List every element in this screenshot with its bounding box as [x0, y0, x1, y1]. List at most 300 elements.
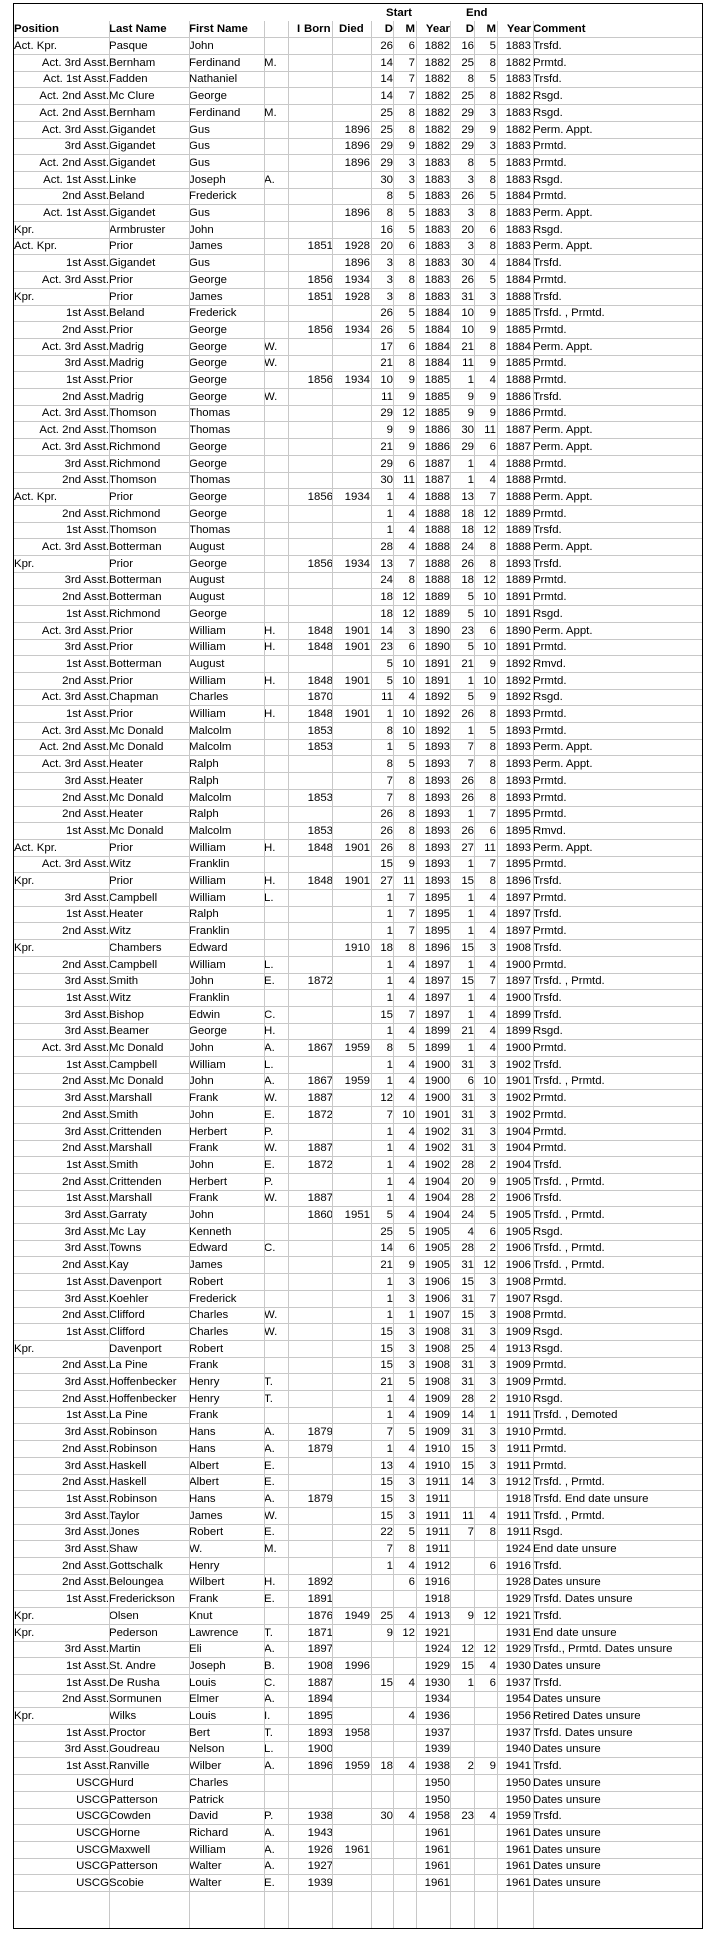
- initial-cell: M.: [264, 56, 277, 69]
- comment-cell: Perm. Appt.: [533, 624, 593, 637]
- end-month-cell: 3: [489, 140, 496, 153]
- start-day-cell: 11: [381, 390, 393, 403]
- end-day-cell: 31: [461, 1092, 474, 1105]
- end-year-cell: 1893: [505, 557, 531, 570]
- start-day-cell: 15: [380, 1359, 393, 1372]
- last-name-cell: De Rusha: [109, 1676, 160, 1689]
- initial-cell: P.: [264, 1175, 274, 1188]
- last-name-cell: Patterson: [109, 1860, 158, 1873]
- first-name-cell: Gus: [189, 207, 210, 219]
- first-name-cell: Frank: [189, 1593, 219, 1606]
- last-name-cell: Richmond: [109, 457, 161, 470]
- initial-cell: W.: [264, 1325, 278, 1338]
- last-name-cell: Richmond: [109, 440, 161, 453]
- start-month-cell: 6: [408, 457, 415, 470]
- born-cell: [288, 522, 333, 539]
- start-year-cell: 1921: [424, 1626, 450, 1639]
- first-name-cell: Herbert: [189, 1175, 227, 1188]
- start-month-cell: 8: [408, 774, 415, 787]
- position-cell: 2nd Asst.: [62, 323, 109, 336]
- last-name-cell: Hurd: [109, 1776, 134, 1789]
- start-month-cell: 8: [408, 574, 415, 587]
- died-cell: [332, 890, 370, 907]
- last-name-cell: Mc Donald: [109, 741, 164, 754]
- born-cell: 1853: [307, 741, 333, 754]
- end-year-cell: 1895: [505, 824, 531, 837]
- died-cell: [332, 1541, 370, 1558]
- died-cell: [332, 756, 370, 773]
- position-cell: Act. Kpr.: [14, 490, 58, 503]
- table-row: [14, 138, 702, 155]
- start-day-cell: 1: [386, 925, 393, 938]
- died-cell: 1934: [344, 273, 370, 286]
- born-cell: 1900: [307, 1743, 333, 1756]
- end-day-cell: 26: [461, 791, 474, 804]
- initial-cell: M.: [264, 1543, 277, 1555]
- table-row: [14, 1090, 702, 1107]
- died-cell: 1896: [344, 140, 370, 153]
- comment-cell: Prmtd.: [533, 1426, 567, 1439]
- last-name-cell: St. Andre: [109, 1659, 156, 1672]
- start-day-cell: [371, 1792, 393, 1809]
- grid-line: [264, 21, 265, 1928]
- initial-cell: A.: [264, 1860, 275, 1873]
- start-month-cell: 5: [408, 741, 415, 754]
- position-cell: 1st Asst.: [65, 991, 109, 1004]
- start-year-cell: 1905: [424, 1242, 450, 1255]
- last-name-cell: Prior: [109, 841, 134, 854]
- last-name-cell: Smith: [109, 1108, 139, 1121]
- start-month-cell: 3: [408, 1476, 415, 1489]
- end-year-cell: 1911: [506, 1526, 531, 1539]
- start-year-cell: 1893: [424, 758, 450, 771]
- table-row: [14, 1374, 702, 1391]
- table-row: [14, 1073, 702, 1090]
- end-year-cell: 1909: [505, 1325, 531, 1338]
- table-row: [14, 706, 702, 723]
- position-cell: 1st Asst.: [65, 657, 109, 670]
- start-month-cell: 4: [408, 490, 415, 503]
- table-row: [14, 906, 702, 923]
- end-month-cell: 9: [489, 307, 496, 320]
- first-name-cell: William: [189, 875, 226, 887]
- end-month-cell: 3: [489, 941, 496, 954]
- start-year-cell: 1891: [424, 674, 450, 687]
- position-cell: 1st Asst.: [65, 1659, 109, 1672]
- end-day-cell: 2: [467, 1760, 474, 1773]
- last-name-cell: Prior: [109, 708, 134, 720]
- start-year-cell: 1888: [424, 490, 450, 503]
- end-month-cell: 5: [489, 724, 496, 737]
- grid-line: [288, 21, 289, 1928]
- comment-cell: End date unsure: [533, 1543, 617, 1555]
- died-cell: [332, 1591, 370, 1608]
- start-day-cell: 8: [386, 207, 393, 219]
- start-year-cell: 1882: [424, 73, 450, 86]
- last-name-cell: Jones: [109, 1526, 140, 1539]
- comment-cell: Prmtd.: [533, 1459, 567, 1472]
- position-cell: Kpr.: [14, 941, 35, 954]
- table-row: [14, 355, 702, 372]
- born-cell: 1887: [307, 1142, 333, 1155]
- start-day-cell: 15: [380, 1676, 393, 1689]
- end-year-cell: 1913: [505, 1342, 531, 1355]
- last-name-cell: La Pine: [109, 1359, 148, 1372]
- born-cell: [288, 906, 333, 923]
- last-name-cell: Davenport: [109, 1342, 162, 1355]
- first-name-cell: August: [189, 541, 225, 553]
- end-month-cell: 10: [483, 674, 496, 687]
- start-day-cell: 1: [386, 1058, 393, 1071]
- first-name-cell: Knut: [189, 1609, 213, 1622]
- position-cell: 1st Asst.: [65, 374, 109, 386]
- end-month-cell: 12: [483, 1643, 496, 1656]
- start-day-cell: 1: [386, 1442, 393, 1455]
- start-day-cell: 26: [380, 307, 393, 320]
- table-row: [14, 1775, 702, 1792]
- start-day-cell: 1: [386, 507, 393, 520]
- last-name-cell: Cowden: [109, 1810, 151, 1823]
- start-year-cell: 1905: [424, 1225, 450, 1238]
- position-cell: 2nd Asst.: [62, 591, 109, 604]
- born-cell: [288, 1474, 333, 1491]
- last-name-cell: Mc Clure: [109, 90, 155, 103]
- end-day-cell: 29: [461, 106, 474, 119]
- initial-cell: A.: [264, 1843, 275, 1856]
- first-name-cell: George: [189, 357, 227, 370]
- start-year-cell: 1882: [424, 106, 450, 119]
- start-year-cell: 1897: [424, 975, 450, 988]
- position-cell: Kpr.: [14, 1609, 35, 1622]
- end-day-cell: 8: [467, 156, 474, 169]
- end-month-cell: [474, 1691, 496, 1708]
- comment-cell: Rsgd.: [533, 1526, 563, 1539]
- end-day-cell: 15: [461, 1459, 474, 1472]
- end-day-cell: [450, 1691, 474, 1708]
- first-name-cell: John: [189, 975, 214, 988]
- table-row: [14, 623, 702, 640]
- comment-cell: Trsfd.: [533, 1158, 562, 1171]
- born-cell: 1851: [307, 240, 333, 253]
- position-cell: 1st Asst.: [65, 1492, 109, 1505]
- died-cell: [332, 422, 370, 439]
- end-month-cell: 8: [489, 791, 496, 804]
- start-month-cell: 8: [408, 824, 415, 837]
- group-header-row: [14, 5, 702, 22]
- position-cell: 1st Asst.: [65, 708, 109, 720]
- end-day-cell: 1: [467, 991, 474, 1004]
- last-name-cell: Chambers: [109, 941, 162, 954]
- end-day-cell: [450, 1775, 474, 1792]
- first-name-cell: Thomas: [189, 407, 231, 420]
- born-cell: 1848: [307, 708, 333, 720]
- last-name-cell: Martin: [109, 1643, 141, 1656]
- end-day-cell: 30: [461, 424, 474, 437]
- start-day-cell: 18: [380, 607, 393, 620]
- born-cell: [288, 188, 333, 205]
- position-cell: Act. Kpr.: [14, 240, 58, 253]
- end-year-cell: 1893: [505, 841, 531, 854]
- position-cell: 1st Asst.: [65, 1726, 109, 1739]
- first-name-cell: Edwin: [189, 1008, 221, 1021]
- died-cell: 1901: [344, 875, 370, 887]
- comment-cell: Prmtd.: [533, 273, 567, 286]
- start-month-cell: 4: [408, 1609, 415, 1622]
- first-name-cell: Frank: [189, 1409, 219, 1422]
- born-cell: [288, 355, 333, 372]
- last-name-cell: Wilks: [109, 1710, 137, 1722]
- start-month-cell: 4: [408, 1058, 415, 1071]
- born-cell: 1871: [307, 1626, 333, 1639]
- start-year-cell: 1882: [424, 56, 450, 69]
- end-year-cell: 1888: [505, 541, 531, 553]
- start-month-cell: 8: [408, 357, 415, 370]
- comment-cell: Trsfd. , Prmtd.: [533, 1509, 605, 1522]
- end-month-cell: 8: [489, 708, 496, 720]
- first-name-cell: William: [189, 708, 226, 720]
- end-month-cell: 10: [483, 607, 496, 620]
- start-month-cell: 3: [408, 1509, 415, 1522]
- died-cell: [332, 506, 370, 523]
- born-cell: 1853: [307, 724, 333, 737]
- initial-cell: C.: [264, 1242, 276, 1255]
- born-cell: [288, 1291, 333, 1308]
- start-year-cell: 1896: [424, 941, 450, 954]
- end-day-cell: 7: [467, 758, 474, 771]
- last-name-cell: Davenport: [109, 1275, 162, 1288]
- start-day-cell: 28: [380, 541, 393, 553]
- born-cell: 1856: [307, 374, 333, 386]
- end-day-cell: 1: [467, 674, 474, 687]
- initial-cell: E.: [264, 1158, 275, 1171]
- start-day-cell: 3: [386, 290, 393, 303]
- comment-cell: Rsgd.: [533, 1392, 563, 1405]
- start-month-cell: 5: [408, 1376, 415, 1388]
- end-year-cell: 1891: [505, 591, 531, 604]
- comment-cell: Trsfd. , Prmtd.: [533, 1476, 605, 1489]
- position-cell: Kpr.: [14, 223, 35, 236]
- died-cell: [332, 222, 370, 239]
- table-row: [14, 339, 702, 356]
- start-day-cell: 1: [386, 975, 393, 988]
- end-month-cell: 8: [489, 1526, 496, 1539]
- start-month-cell: 8: [408, 290, 415, 303]
- died-cell: [332, 723, 370, 740]
- start-day-cell: 1: [386, 958, 393, 971]
- start-month-cell: 12: [402, 407, 415, 420]
- born-cell: 1860: [307, 1209, 333, 1221]
- comment-cell: Trsfd.: [533, 1676, 562, 1689]
- last-name-cell: Goudreau: [109, 1743, 160, 1756]
- end-month-cell: 7: [489, 1292, 496, 1305]
- last-name-cell: Smith: [109, 975, 139, 988]
- born-cell: [288, 172, 333, 189]
- start-day-cell: 1: [386, 1392, 393, 1405]
- last-name-cell: Beland: [109, 190, 145, 203]
- position-cell: 1st Asst.: [65, 1158, 109, 1171]
- start-month-cell: 4: [408, 524, 415, 537]
- start-day-cell: [371, 1875, 393, 1892]
- start-year-cell: 1882: [424, 40, 450, 52]
- start-year-cell: 1902: [424, 1125, 450, 1138]
- end-day-cell: 26: [461, 708, 474, 720]
- start-day-cell: 1: [386, 1309, 393, 1322]
- table-row: [14, 940, 702, 957]
- start-day-cell: 29: [380, 156, 393, 169]
- start-day-cell: 14: [380, 1242, 393, 1255]
- end-day-cell: 29: [461, 440, 474, 453]
- start-year-cell: 1950: [424, 1793, 450, 1806]
- comment-cell: Rsgd.: [533, 1025, 563, 1038]
- start-year-cell: 1902: [424, 1142, 450, 1155]
- start-month-cell: [393, 1825, 415, 1842]
- grid-line: [371, 21, 372, 1928]
- table-row: [14, 1792, 702, 1809]
- died-cell: [332, 1157, 370, 1174]
- comment-cell: Trsfd.: [533, 557, 562, 570]
- comment-header: Comment: [533, 23, 586, 35]
- start-month-cell: 8: [408, 257, 415, 270]
- start-month-cell: 4: [408, 1676, 415, 1689]
- comment-cell: Prmtd.: [533, 156, 567, 169]
- end-year-cell: 1889: [505, 524, 531, 537]
- end-year-cell: 1956: [505, 1710, 531, 1722]
- end-year-cell: 1911: [506, 1442, 531, 1455]
- born-cell: [288, 439, 333, 456]
- start-day-cell: 26: [380, 824, 393, 837]
- end-day-cell: [450, 1625, 474, 1642]
- end-day-cell: 10: [461, 323, 474, 336]
- last-name-cell: Hoffenbecker: [109, 1392, 177, 1405]
- end-year-cell: 1885: [505, 357, 531, 370]
- position-cell: 1st Asst.: [65, 1058, 109, 1071]
- died-cell: [332, 1808, 370, 1825]
- start-year-cell: 1888: [424, 524, 450, 537]
- grid-line: [497, 21, 498, 1928]
- last-name-cell: Gigandet: [109, 257, 156, 270]
- start-month-cell: 3: [408, 156, 415, 169]
- position-cell: 3rd Asst.: [64, 1459, 109, 1472]
- end-year-cell: 1910: [505, 1392, 531, 1405]
- comment-cell: Prmtd.: [533, 140, 567, 153]
- end-month-cell: 2: [489, 1242, 496, 1255]
- position-cell: Act. 1st Asst.: [43, 173, 109, 186]
- died-cell: 1901: [344, 641, 370, 654]
- died-cell: [332, 38, 370, 55]
- start-month-cell: 4: [408, 991, 415, 1004]
- first-name-cell: George: [189, 507, 227, 520]
- start-year-cell: 1904: [424, 1209, 450, 1221]
- comment-cell: Prmtd.: [533, 674, 567, 687]
- died-cell: [332, 355, 370, 372]
- first-name-cell: Louis: [189, 1676, 217, 1689]
- end-month-cell: 12: [483, 574, 496, 587]
- first-name-cell: Frank: [189, 1092, 219, 1105]
- start-year-cell: 1924: [424, 1643, 450, 1656]
- born-cell: 1856: [307, 490, 333, 503]
- born-cell: 1892: [307, 1576, 333, 1589]
- table-row: [14, 1458, 702, 1475]
- born-cell: 1851: [307, 290, 333, 303]
- first-name-cell: George: [189, 273, 227, 286]
- start-day-cell: 1: [386, 1175, 393, 1188]
- last-name-cell: Bishop: [109, 1008, 144, 1021]
- position-cell: 2nd Asst.: [62, 1359, 109, 1372]
- start-month-cell: 5: [408, 1042, 415, 1054]
- start-day-cell: 21: [380, 1376, 393, 1388]
- start-day-cell: 7: [386, 1108, 393, 1121]
- start-year-cell: 1883: [424, 173, 450, 186]
- initial-cell: T.: [264, 1376, 273, 1388]
- start-month-cell: 4: [408, 1075, 415, 1088]
- last-name-cell: Campbell: [109, 1058, 158, 1071]
- end-month-cell: 4: [489, 474, 496, 487]
- comment-cell: End date unsure: [533, 1626, 617, 1639]
- comment-cell: Perm. Appt.: [533, 541, 593, 553]
- start-month-cell: 6: [408, 40, 415, 52]
- died-cell: [332, 1407, 370, 1424]
- comment-cell: Trsfd. , Prmtd.: [533, 1075, 605, 1088]
- start-year-cell: 1893: [424, 858, 450, 871]
- end-month-cell: 7: [489, 808, 496, 821]
- end-day-cell: 14: [461, 1409, 474, 1422]
- table-row: [14, 1508, 702, 1525]
- comment-cell: Dates unsure: [533, 1776, 601, 1789]
- start-year-cell: 1899: [424, 1042, 450, 1054]
- end-day-cell: 3: [467, 207, 474, 219]
- table-row: [14, 238, 702, 255]
- born-cell: [288, 1391, 333, 1408]
- table-row: [14, 572, 702, 589]
- comment-cell: Prmtd.: [533, 958, 567, 971]
- position-cell: Act. 3rd Asst.: [41, 340, 109, 353]
- start-year-cell: 1938: [424, 1760, 450, 1773]
- died-cell: [332, 1257, 370, 1274]
- born-cell: [288, 138, 333, 155]
- table-row: [14, 55, 702, 72]
- end-year-cell: 1888: [505, 457, 531, 470]
- end-day-cell: 31: [461, 1359, 474, 1372]
- first-name-cell: Ralph: [189, 774, 219, 787]
- born-cell: 1897: [307, 1643, 333, 1656]
- position-cell: USCG: [76, 1860, 109, 1873]
- start-month-cell: 7: [408, 557, 415, 570]
- born-cell: 1943: [307, 1826, 333, 1839]
- start-day-cell: 15: [380, 1342, 393, 1355]
- first-name-cell: George: [189, 490, 227, 503]
- start-year-cell: 1888: [424, 557, 450, 570]
- born-cell: [288, 1224, 333, 1241]
- comment-cell: Prmtd.: [533, 407, 567, 420]
- table-row: [14, 1524, 702, 1541]
- end-month-cell: 4: [489, 374, 496, 386]
- last-name-cell: Madrig: [109, 390, 144, 403]
- first-name-cell: Ferdinand: [189, 106, 241, 119]
- last-name-cell: Campbell: [109, 891, 158, 904]
- start-day-cell: 25: [380, 1225, 393, 1238]
- died-cell: [332, 1708, 370, 1725]
- table-row: [14, 556, 702, 573]
- died-cell: [332, 1023, 370, 1040]
- born-cell: 1867: [307, 1075, 333, 1088]
- first-name-cell: William: [189, 674, 226, 687]
- first-name-cell: Gus: [189, 140, 210, 153]
- end-month-cell: 6: [489, 824, 496, 837]
- start-month-cell: 4: [408, 1409, 415, 1422]
- table-row: [14, 1341, 702, 1358]
- first-name-cell: John: [189, 1209, 214, 1221]
- comment-cell: Dates unsure: [533, 1743, 601, 1756]
